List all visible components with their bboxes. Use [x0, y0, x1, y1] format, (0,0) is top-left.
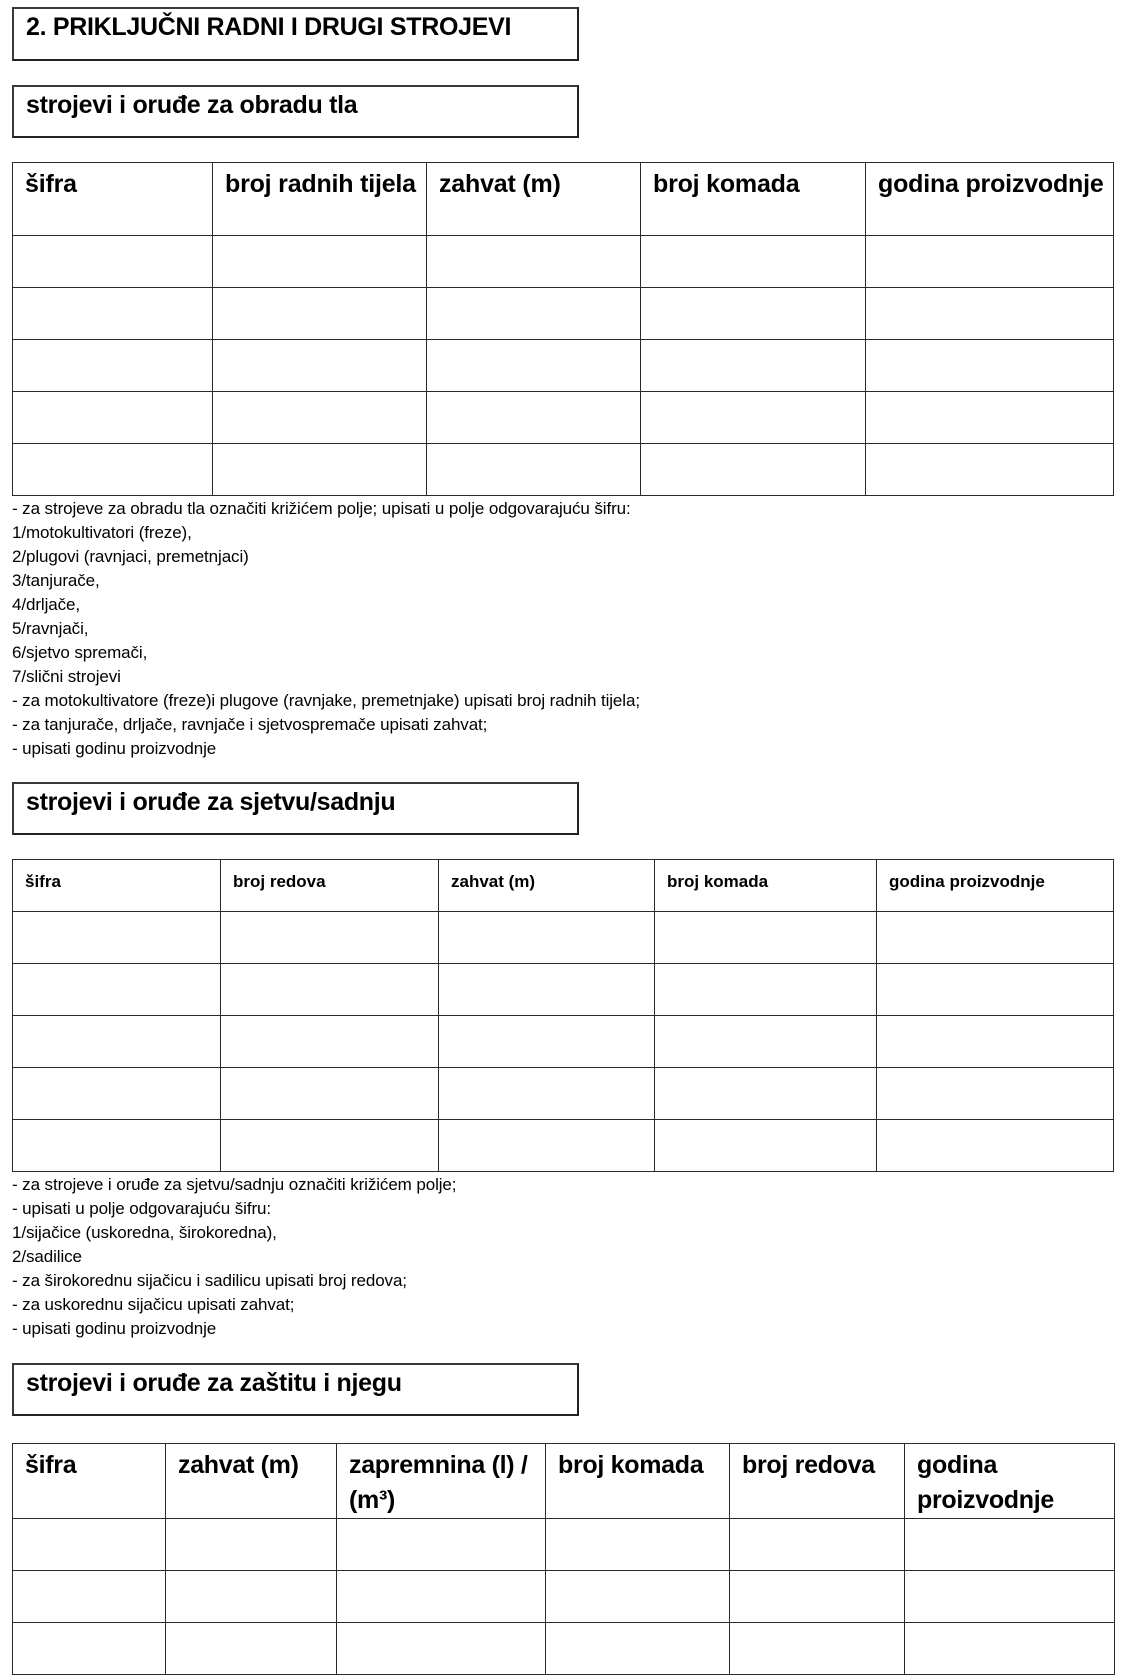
table-row	[13, 1571, 1115, 1623]
cell-working-bodies[interactable]	[213, 444, 427, 496]
table-row	[13, 392, 1114, 444]
cell-code[interactable]	[13, 1016, 221, 1068]
cell-quantity[interactable]	[655, 1068, 877, 1120]
cell-code[interactable]	[13, 1120, 221, 1172]
col-header-code: šifra	[13, 163, 213, 236]
cell-quantity[interactable]	[546, 1571, 730, 1623]
cell-code[interactable]	[13, 392, 213, 444]
note-line: 2/sadilice	[12, 1247, 82, 1266]
cell-code[interactable]	[13, 1571, 166, 1623]
note-line: 3/tanjurače,	[12, 571, 100, 590]
cell-production-year[interactable]	[877, 964, 1114, 1016]
note-line: - za širokorednu sijačicu i sadilicu upisati broj redova;	[12, 1271, 407, 1290]
cell-volume[interactable]	[337, 1623, 546, 1675]
col-header-width: zahvat (m)	[166, 1444, 337, 1519]
note-line: - za tanjurače, drljače, ravnjače i sjetvospremače upisati zahvat;	[12, 715, 488, 734]
cell-width[interactable]	[166, 1571, 337, 1623]
cell-working-bodies[interactable]	[213, 392, 427, 444]
cell-rows[interactable]	[221, 1068, 439, 1120]
notes-sowing	[12, 1173, 456, 1341]
cell-production-year[interactable]	[905, 1519, 1115, 1571]
table-header-row	[13, 860, 1114, 912]
cell-width[interactable]	[439, 912, 655, 964]
table-row	[13, 236, 1114, 288]
cell-working-bodies[interactable]	[213, 288, 427, 340]
cell-rows[interactable]	[221, 1016, 439, 1068]
col-header-rows: broj redova	[221, 860, 439, 912]
cell-width[interactable]	[427, 236, 641, 288]
col-header-width: zahvat (m)	[427, 163, 641, 236]
cell-code[interactable]	[13, 288, 213, 340]
cell-rows[interactable]	[730, 1571, 905, 1623]
cell-production-year[interactable]	[866, 288, 1114, 340]
col-header-quantity: broj komada	[641, 163, 866, 236]
note-line: 5/ravnjači,	[12, 619, 89, 638]
table-row	[13, 444, 1114, 496]
cell-rows[interactable]	[730, 1519, 905, 1571]
col-header-rows: broj redova	[730, 1444, 905, 1519]
cell-production-year[interactable]	[866, 392, 1114, 444]
cell-code[interactable]	[13, 444, 213, 496]
table-row	[13, 964, 1114, 1016]
note-line: 1/sijačice (uskoredna, širokoredna),	[12, 1223, 277, 1242]
note-line: - za strojeve za obradu tla označiti križićem polje; upisati u polje odgovarajuću šifru:	[12, 499, 631, 518]
cell-code[interactable]	[13, 236, 213, 288]
note-line: 2/plugovi (ravnjaci, premetnjaci)	[12, 547, 249, 566]
cell-width[interactable]	[439, 964, 655, 1016]
cell-code[interactable]	[13, 340, 213, 392]
cell-working-bodies[interactable]	[213, 340, 427, 392]
cell-width[interactable]	[439, 1120, 655, 1172]
cell-production-year[interactable]	[877, 1016, 1114, 1068]
cell-production-year[interactable]	[866, 236, 1114, 288]
col-header-code: šifra	[13, 1444, 166, 1519]
col-header-width: zahvat (m)	[439, 860, 655, 912]
cell-production-year[interactable]	[877, 1120, 1114, 1172]
cell-quantity[interactable]	[655, 912, 877, 964]
cell-quantity[interactable]	[655, 1120, 877, 1172]
table-row	[13, 288, 1114, 340]
table-header-row	[13, 1444, 1115, 1519]
cell-working-bodies[interactable]	[213, 236, 427, 288]
section-title-tillage: strojevi i oruđe za obradu tla	[26, 91, 358, 119]
cell-quantity[interactable]	[641, 444, 866, 496]
table-header-row	[13, 163, 1114, 236]
note-line: 7/slični strojevi	[12, 667, 121, 686]
note-line: - upisati godinu proizvodnje	[12, 1319, 217, 1338]
cell-code[interactable]	[13, 1623, 166, 1675]
col-header-production-year: godina proizvodnje	[877, 860, 1114, 912]
cell-quantity[interactable]	[546, 1519, 730, 1571]
cell-rows[interactable]	[730, 1623, 905, 1675]
note-line: - za strojeve i oruđe za sjetvu/sadnju označiti križićem polje;	[12, 1175, 457, 1194]
cell-width[interactable]	[439, 1016, 655, 1068]
table-protection	[12, 1443, 1115, 1675]
main-title-box	[12, 7, 579, 61]
col-header-production-year: godina proizvodnje	[866, 163, 1114, 236]
table-tillage	[12, 162, 1114, 496]
table-row	[13, 1068, 1114, 1120]
col-header-quantity: broj komada	[546, 1444, 730, 1519]
cell-width[interactable]	[166, 1623, 337, 1675]
section-title-sowing: strojevi i oruđe za sjetvu/sadnju	[26, 788, 396, 816]
cell-width[interactable]	[439, 1068, 655, 1120]
cell-quantity[interactable]	[641, 392, 866, 444]
col-header-working-bodies: broj radnih tijela	[213, 163, 427, 236]
cell-production-year[interactable]	[877, 1068, 1114, 1120]
section-title-protection: strojevi i oruđe za zaštitu i njegu	[26, 1369, 402, 1397]
cell-code[interactable]	[13, 964, 221, 1016]
cell-quantity[interactable]	[641, 288, 866, 340]
note-line: 4/drljače,	[12, 595, 80, 614]
cell-width[interactable]	[427, 340, 641, 392]
cell-rows[interactable]	[221, 912, 439, 964]
table-sowing	[12, 859, 1114, 1172]
col-header-code: šifra	[13, 860, 221, 912]
cell-rows[interactable]	[221, 964, 439, 1016]
note-line: - za uskorednu sijačicu upisati zahvat;	[12, 1295, 295, 1314]
cell-rows[interactable]	[221, 1120, 439, 1172]
note-line: 6/sjetvo spremači,	[12, 643, 148, 662]
note-line: 1/motokultivatori (freze),	[12, 523, 192, 542]
note-line: - upisati godinu proizvodnje	[12, 739, 217, 758]
cell-width[interactable]	[427, 444, 641, 496]
notes-tillage	[12, 497, 640, 761]
cell-width[interactable]	[427, 288, 641, 340]
cell-volume[interactable]	[337, 1571, 546, 1623]
table-row	[13, 1519, 1115, 1571]
cell-production-year[interactable]	[866, 444, 1114, 496]
cell-quantity[interactable]	[655, 1016, 877, 1068]
col-header-production-year: godina proizvodnje	[905, 1444, 1115, 1519]
section-title-box-sowing	[12, 782, 579, 835]
cell-code[interactable]	[13, 912, 221, 964]
cell-production-year[interactable]	[877, 912, 1114, 964]
note-line: - za motokultivatore (freze)i plugove (ravnjake, premetnjake) upisati broj radnih tijela;	[12, 691, 640, 710]
cell-quantity[interactable]	[641, 340, 866, 392]
cell-production-year[interactable]	[905, 1623, 1115, 1675]
cell-production-year[interactable]	[905, 1571, 1115, 1623]
table-row	[13, 340, 1114, 392]
note-line: - upisati u polje odgovarajuću šifru:	[12, 1199, 272, 1218]
cell-quantity[interactable]	[546, 1623, 730, 1675]
col-header-volume: zapremnina (l) / (m³)	[337, 1444, 546, 1519]
table-row	[13, 1120, 1114, 1172]
table-row	[13, 1623, 1115, 1675]
cell-width[interactable]	[166, 1519, 337, 1571]
cell-volume[interactable]	[337, 1519, 546, 1571]
cell-code[interactable]	[13, 1519, 166, 1571]
col-header-quantity: broj komada	[655, 860, 877, 912]
cell-quantity[interactable]	[655, 964, 877, 1016]
cell-quantity[interactable]	[641, 236, 866, 288]
cell-code[interactable]	[13, 1068, 221, 1120]
table-row	[13, 912, 1114, 964]
section-title-box-protection	[12, 1363, 579, 1416]
main-title: 2. PRIKLJUČNI RADNI I DRUGI STROJEVI	[26, 13, 512, 41]
cell-width[interactable]	[427, 392, 641, 444]
table-row	[13, 1016, 1114, 1068]
cell-production-year[interactable]	[866, 340, 1114, 392]
section-title-box-tillage	[12, 85, 579, 138]
